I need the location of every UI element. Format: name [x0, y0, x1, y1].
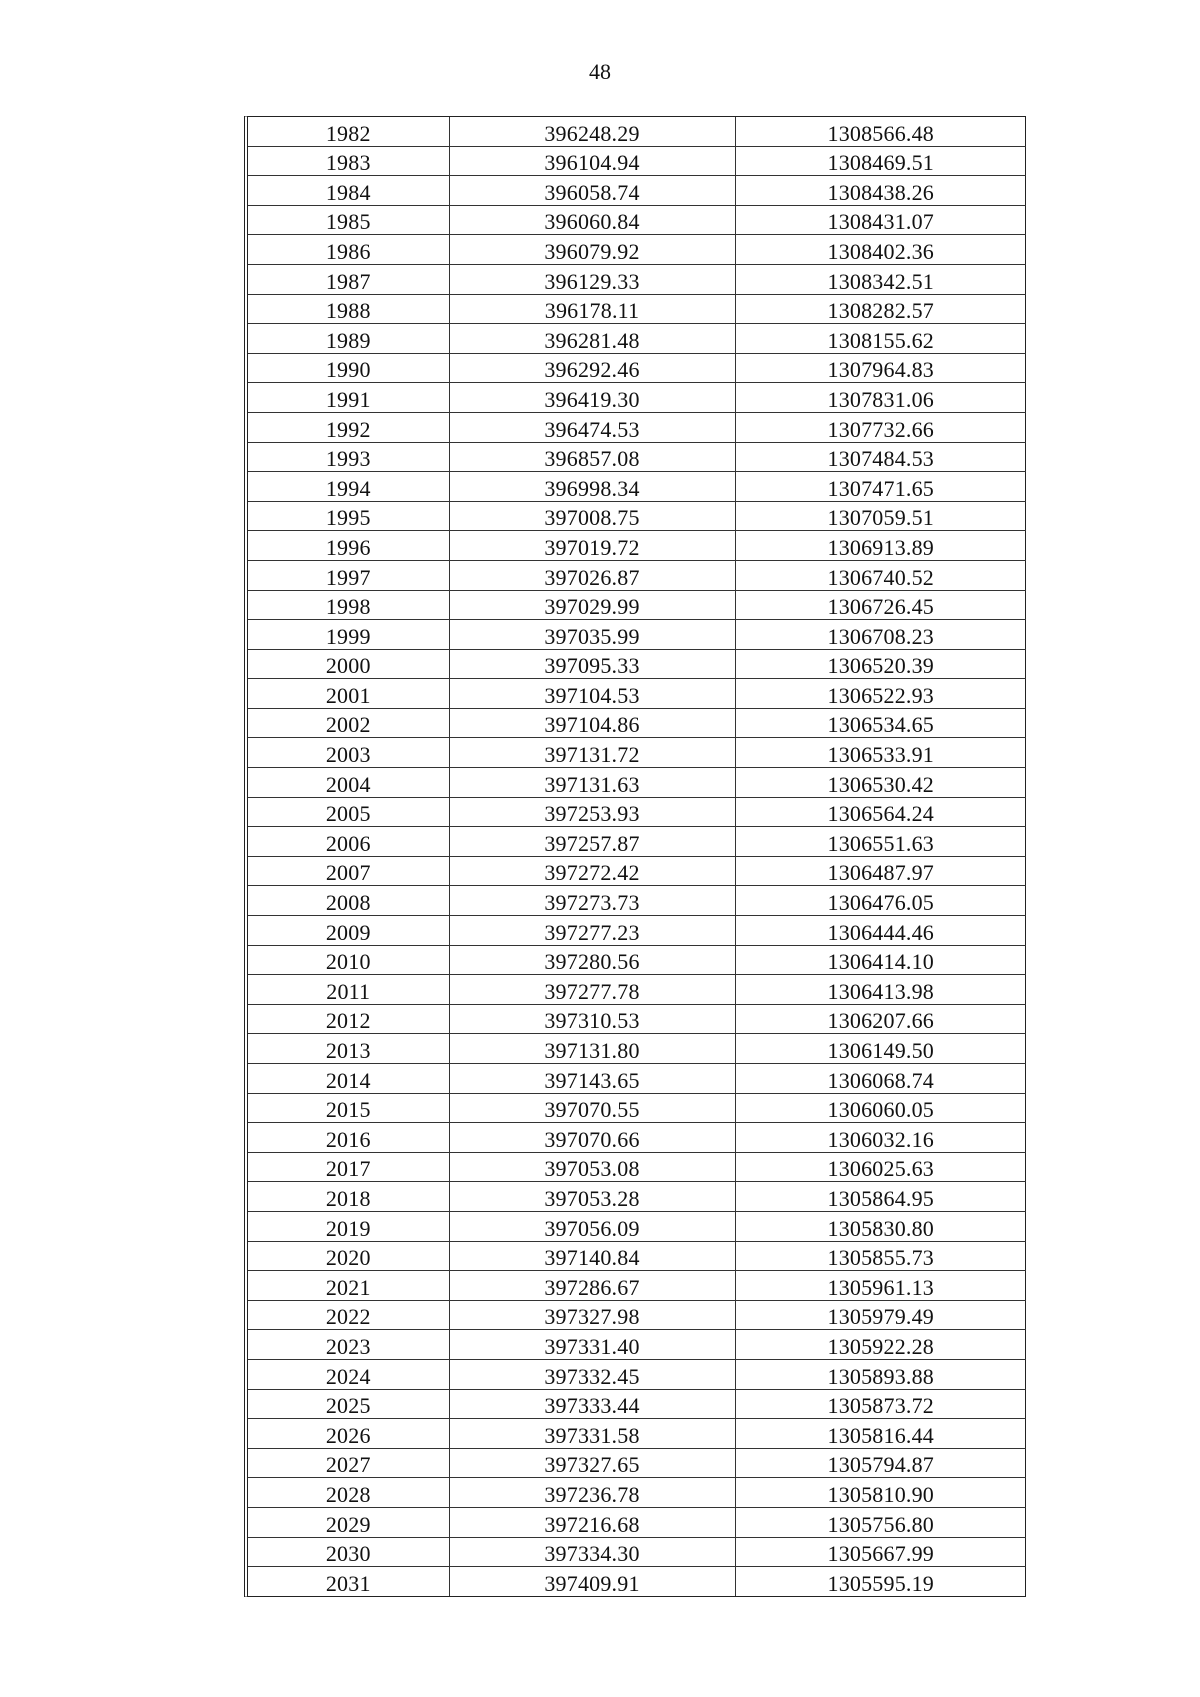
table-row: [248, 916, 1026, 946]
y-value-cell: 1307471.65: [735, 472, 1026, 502]
table-row: [248, 1064, 1026, 1094]
x-value-cell: 397280.56: [449, 945, 735, 975]
table-row: [248, 1004, 1026, 1034]
y-value-cell: 1306476.05: [735, 886, 1026, 916]
y-value-cell: 1307732.66: [735, 412, 1026, 442]
x-value-cell: 397253.93: [449, 797, 735, 827]
table-row: [248, 797, 1026, 827]
table-row: [248, 235, 1026, 265]
table-row: [248, 1152, 1026, 1182]
x-value-cell: 397056.09: [449, 1211, 735, 1241]
table-row: [248, 560, 1026, 590]
table-row: [248, 1300, 1026, 1330]
x-value-cell: 397104.53: [449, 679, 735, 709]
y-value-cell: 1307831.06: [735, 383, 1026, 413]
year-cell: 1986: [248, 235, 449, 265]
y-value-cell: 1308402.36: [735, 235, 1026, 265]
table-row: [248, 886, 1026, 916]
x-value-cell: 397070.55: [449, 1093, 735, 1123]
table-row: [248, 975, 1026, 1005]
y-value-cell: 1306726.45: [735, 590, 1026, 620]
x-value-cell: 396178.11: [449, 294, 735, 324]
year-cell: 2031: [248, 1567, 449, 1596]
table-row: [248, 442, 1026, 472]
x-value-cell: 397131.80: [449, 1034, 735, 1064]
year-cell: 2015: [248, 1093, 449, 1123]
x-value-cell: 396292.46: [449, 353, 735, 383]
year-cell: 1998: [248, 590, 449, 620]
year-cell: 2028: [248, 1478, 449, 1508]
table-row: [248, 856, 1026, 886]
x-value-cell: 397257.87: [449, 827, 735, 857]
x-value-cell: 396419.30: [449, 383, 735, 413]
y-value-cell: 1306522.93: [735, 679, 1026, 709]
x-value-cell: 397143.65: [449, 1064, 735, 1094]
x-value-cell: 397310.53: [449, 1004, 735, 1034]
x-value-cell: 396998.34: [449, 472, 735, 502]
table-row: [248, 1330, 1026, 1360]
x-value-cell: 397327.98: [449, 1300, 735, 1330]
x-value-cell: 397277.78: [449, 975, 735, 1005]
x-value-cell: 397008.75: [449, 501, 735, 531]
year-cell: 1999: [248, 620, 449, 650]
year-cell: 1984: [248, 176, 449, 206]
y-value-cell: 1307059.51: [735, 501, 1026, 531]
year-cell: 2030: [248, 1537, 449, 1567]
y-value-cell: 1305961.13: [735, 1271, 1026, 1301]
table-row: [248, 649, 1026, 679]
year-cell: 2001: [248, 679, 449, 709]
table-row: [248, 1241, 1026, 1271]
y-value-cell: 1308431.07: [735, 205, 1026, 235]
y-value-cell: 1306060.05: [735, 1093, 1026, 1123]
x-value-cell: 397035.99: [449, 620, 735, 650]
x-value-cell: 397029.99: [449, 590, 735, 620]
y-value-cell: 1307964.83: [735, 353, 1026, 383]
y-value-cell: 1306068.74: [735, 1064, 1026, 1094]
table-row: [248, 205, 1026, 235]
year-cell: 1987: [248, 264, 449, 294]
table-row: [248, 1093, 1026, 1123]
x-value-cell: 397104.86: [449, 708, 735, 738]
year-cell: 2014: [248, 1064, 449, 1094]
table-row: [248, 146, 1026, 176]
year-cell: 1982: [248, 117, 449, 146]
year-cell: 1996: [248, 531, 449, 561]
year-cell: 2003: [248, 738, 449, 768]
table-row: [248, 501, 1026, 531]
year-cell: 2000: [248, 649, 449, 679]
year-cell: 1991: [248, 383, 449, 413]
table-row: [248, 383, 1026, 413]
y-value-cell: 1308438.26: [735, 176, 1026, 206]
y-value-cell: 1306913.89: [735, 531, 1026, 561]
year-cell: 2011: [248, 975, 449, 1005]
table-row: [248, 1211, 1026, 1241]
year-cell: 2029: [248, 1507, 449, 1537]
year-cell: 2008: [248, 886, 449, 916]
year-cell: 2017: [248, 1152, 449, 1182]
x-value-cell: 396857.08: [449, 442, 735, 472]
year-cell: 2004: [248, 768, 449, 798]
year-cell: 2002: [248, 708, 449, 738]
y-value-cell: 1308155.62: [735, 324, 1026, 354]
y-value-cell: 1308282.57: [735, 294, 1026, 324]
x-value-cell: 397331.58: [449, 1419, 735, 1449]
table-row: [248, 353, 1026, 383]
table-row: [248, 1271, 1026, 1301]
x-value-cell: 396474.53: [449, 412, 735, 442]
y-value-cell: 1306530.42: [735, 768, 1026, 798]
y-value-cell: 1306032.16: [735, 1123, 1026, 1153]
y-value-cell: 1305922.28: [735, 1330, 1026, 1360]
table-row: [248, 1448, 1026, 1478]
table-row: [248, 1419, 1026, 1449]
year-cell: 2013: [248, 1034, 449, 1064]
y-value-cell: 1306740.52: [735, 560, 1026, 590]
y-value-cell: 1306444.46: [735, 916, 1026, 946]
table-row: [248, 1389, 1026, 1419]
table-row: [248, 827, 1026, 857]
coordinate-table: [248, 117, 1026, 1596]
x-value-cell: 397286.67: [449, 1271, 735, 1301]
y-value-cell: 1306207.66: [735, 1004, 1026, 1034]
y-value-cell: 1305810.90: [735, 1478, 1026, 1508]
year-cell: 2016: [248, 1123, 449, 1153]
x-value-cell: 397053.28: [449, 1182, 735, 1212]
x-value-cell: 396281.48: [449, 324, 735, 354]
y-value-cell: 1306149.50: [735, 1034, 1026, 1064]
y-value-cell: 1305794.87: [735, 1448, 1026, 1478]
year-cell: 2009: [248, 916, 449, 946]
x-value-cell: 397070.66: [449, 1123, 735, 1153]
y-value-cell: 1308342.51: [735, 264, 1026, 294]
y-value-cell: 1305864.95: [735, 1182, 1026, 1212]
table-row: [248, 620, 1026, 650]
x-value-cell: 397216.68: [449, 1507, 735, 1537]
year-cell: 2005: [248, 797, 449, 827]
year-cell: 2010: [248, 945, 449, 975]
y-value-cell: 1306025.63: [735, 1152, 1026, 1182]
year-cell: 1997: [248, 560, 449, 590]
x-value-cell: 396104.94: [449, 146, 735, 176]
x-value-cell: 397332.45: [449, 1359, 735, 1389]
y-value-cell: 1306533.91: [735, 738, 1026, 768]
y-value-cell: 1305756.80: [735, 1507, 1026, 1537]
year-cell: 2007: [248, 856, 449, 886]
year-cell: 2006: [248, 827, 449, 857]
table-row: [248, 679, 1026, 709]
year-cell: 2022: [248, 1300, 449, 1330]
x-value-cell: 396129.33: [449, 264, 735, 294]
year-cell: 1995: [248, 501, 449, 531]
x-value-cell: 397277.23: [449, 916, 735, 946]
y-value-cell: 1306564.24: [735, 797, 1026, 827]
year-cell: 2019: [248, 1211, 449, 1241]
y-value-cell: 1305873.72: [735, 1389, 1026, 1419]
table-row: [248, 412, 1026, 442]
table-row: [248, 1507, 1026, 1537]
table-body: [248, 117, 1026, 1596]
table-row: [248, 708, 1026, 738]
y-value-cell: 1305667.99: [735, 1537, 1026, 1567]
table-row: [248, 1359, 1026, 1389]
table-row: [248, 590, 1026, 620]
y-value-cell: 1305595.19: [735, 1567, 1026, 1596]
x-value-cell: 397327.65: [449, 1448, 735, 1478]
table-row: [248, 945, 1026, 975]
coordinate-table-frame: [244, 116, 1026, 1597]
table-row: [248, 176, 1026, 206]
year-cell: 2020: [248, 1241, 449, 1271]
x-value-cell: 397333.44: [449, 1389, 735, 1419]
y-value-cell: 1306414.10: [735, 945, 1026, 975]
x-value-cell: 397131.72: [449, 738, 735, 768]
x-value-cell: 397131.63: [449, 768, 735, 798]
table-row: [248, 1567, 1026, 1596]
x-value-cell: 397019.72: [449, 531, 735, 561]
table-row: [248, 472, 1026, 502]
y-value-cell: 1306551.63: [735, 827, 1026, 857]
year-cell: 1988: [248, 294, 449, 324]
y-value-cell: 1305855.73: [735, 1241, 1026, 1271]
x-value-cell: 396058.74: [449, 176, 735, 206]
table-row: [248, 1537, 1026, 1567]
year-cell: 1990: [248, 353, 449, 383]
year-cell: 2018: [248, 1182, 449, 1212]
year-cell: 2027: [248, 1448, 449, 1478]
y-value-cell: 1306708.23: [735, 620, 1026, 650]
x-value-cell: 397331.40: [449, 1330, 735, 1360]
x-value-cell: 397236.78: [449, 1478, 735, 1508]
table-row: [248, 531, 1026, 561]
y-value-cell: 1308566.48: [735, 117, 1026, 146]
year-cell: 1983: [248, 146, 449, 176]
x-value-cell: 396079.92: [449, 235, 735, 265]
page-number: 48: [589, 59, 611, 84]
year-cell: 2025: [248, 1389, 449, 1419]
x-value-cell: 397409.91: [449, 1567, 735, 1596]
y-value-cell: 1305979.49: [735, 1300, 1026, 1330]
x-value-cell: 397095.33: [449, 649, 735, 679]
x-value-cell: 397273.73: [449, 886, 735, 916]
year-cell: 1989: [248, 324, 449, 354]
x-value-cell: 397272.42: [449, 856, 735, 886]
x-value-cell: 396060.84: [449, 205, 735, 235]
year-cell: 2023: [248, 1330, 449, 1360]
y-value-cell: 1306487.97: [735, 856, 1026, 886]
y-value-cell: 1305893.88: [735, 1359, 1026, 1389]
year-cell: 1994: [248, 472, 449, 502]
year-cell: 1992: [248, 412, 449, 442]
table-row: [248, 768, 1026, 798]
table-row: [248, 294, 1026, 324]
table-row: [248, 1034, 1026, 1064]
year-cell: 2024: [248, 1359, 449, 1389]
y-value-cell: 1307484.53: [735, 442, 1026, 472]
year-cell: 2012: [248, 1004, 449, 1034]
y-value-cell: 1305830.80: [735, 1211, 1026, 1241]
y-value-cell: 1305816.44: [735, 1419, 1026, 1449]
table-row: [248, 1478, 1026, 1508]
x-value-cell: 397334.30: [449, 1537, 735, 1567]
table-row: [248, 117, 1026, 146]
y-value-cell: 1306534.65: [735, 708, 1026, 738]
x-value-cell: 397140.84: [449, 1241, 735, 1271]
year-cell: 1993: [248, 442, 449, 472]
table-row: [248, 1182, 1026, 1212]
table-row: [248, 264, 1026, 294]
y-value-cell: 1306413.98: [735, 975, 1026, 1005]
y-value-cell: 1306520.39: [735, 649, 1026, 679]
x-value-cell: 397026.87: [449, 560, 735, 590]
table-row: [248, 738, 1026, 768]
x-value-cell: 396248.29: [449, 117, 735, 146]
x-value-cell: 397053.08: [449, 1152, 735, 1182]
table-row: [248, 1123, 1026, 1153]
year-cell: 1985: [248, 205, 449, 235]
y-value-cell: 1308469.51: [735, 146, 1026, 176]
year-cell: 2026: [248, 1419, 449, 1449]
year-cell: 2021: [248, 1271, 449, 1301]
table-row: [248, 324, 1026, 354]
